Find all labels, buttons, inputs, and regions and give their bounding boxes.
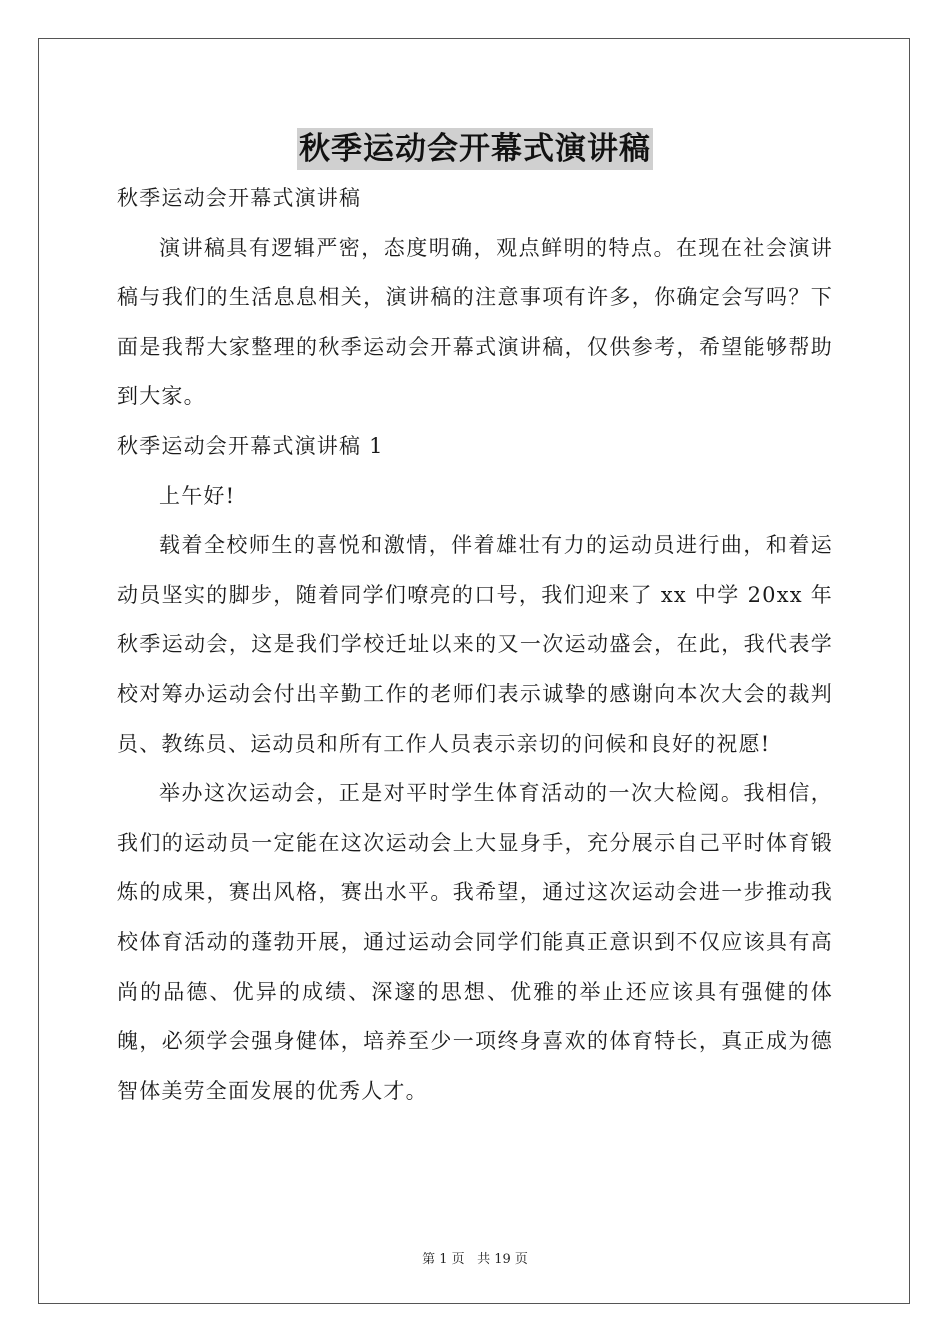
document-body xyxy=(117,174,833,1116)
title-container xyxy=(0,128,950,170)
body-paragraph: 载着全校师生的喜悦和激情，伴着雄壮有力的运动员进行曲，和着运动员坚实的脚步，随着同学们嘹亮的口号，我们迎来了 xx 中学 20xx 年秋季运动会，这是我们学校迁址以来的又一次运动盛会，在此，我代表学校对筹办运动会付出辛勤工作的老师们表示诚挚的感谢向本次大会的裁判员、教练员、运动员和所有工作人员表示亲切的问候和良好的祝愿! xyxy=(117,533,833,756)
page-number: 第 1 页 xyxy=(422,1252,465,1267)
section-heading: 秋季运动会开幕式演讲稿 1 xyxy=(117,433,384,458)
subtitle-paragraph: 秋季运动会开幕式演讲稿 xyxy=(117,186,362,210)
body-paragraph: 举办这次运动会，正是对平时学生体育活动的一次大检阅。我相信，我们的运动员一定能在这次运动会上大显身手，充分展示自己平时体育锻炼的成果，赛出风格，赛出水平。我希望，通过这次运动会进一步推动我校体育活动的蓬勃开展，通过运动会同学们能真正意识到不仅应该具有高尚的品德、优异的成绩、深邃的思想、优雅的举止还应该具有强健的体魄，必须学会强身健体，培养至少一项终身喜欢的体育特长，真正成为德智体美劳全面发展的优秀人才。 xyxy=(117,781,833,1103)
document-title: 秋季运动会开幕式演讲稿 xyxy=(297,128,653,170)
greeting-paragraph: 上午好! xyxy=(159,483,236,508)
page-footer xyxy=(0,1248,950,1267)
page-total: 共 19 页 xyxy=(477,1252,528,1267)
intro-paragraph: 演讲稿具有逻辑严密，态度明确，观点鲜明的特点。在现在社会演讲稿与我们的生活息息相关，演讲稿的注意事项有许多，你确定会写吗？下面是我帮大家整理的秋季运动会开幕式演讲稿，仅供参考，希望能够帮助到大家。 xyxy=(117,235,833,409)
